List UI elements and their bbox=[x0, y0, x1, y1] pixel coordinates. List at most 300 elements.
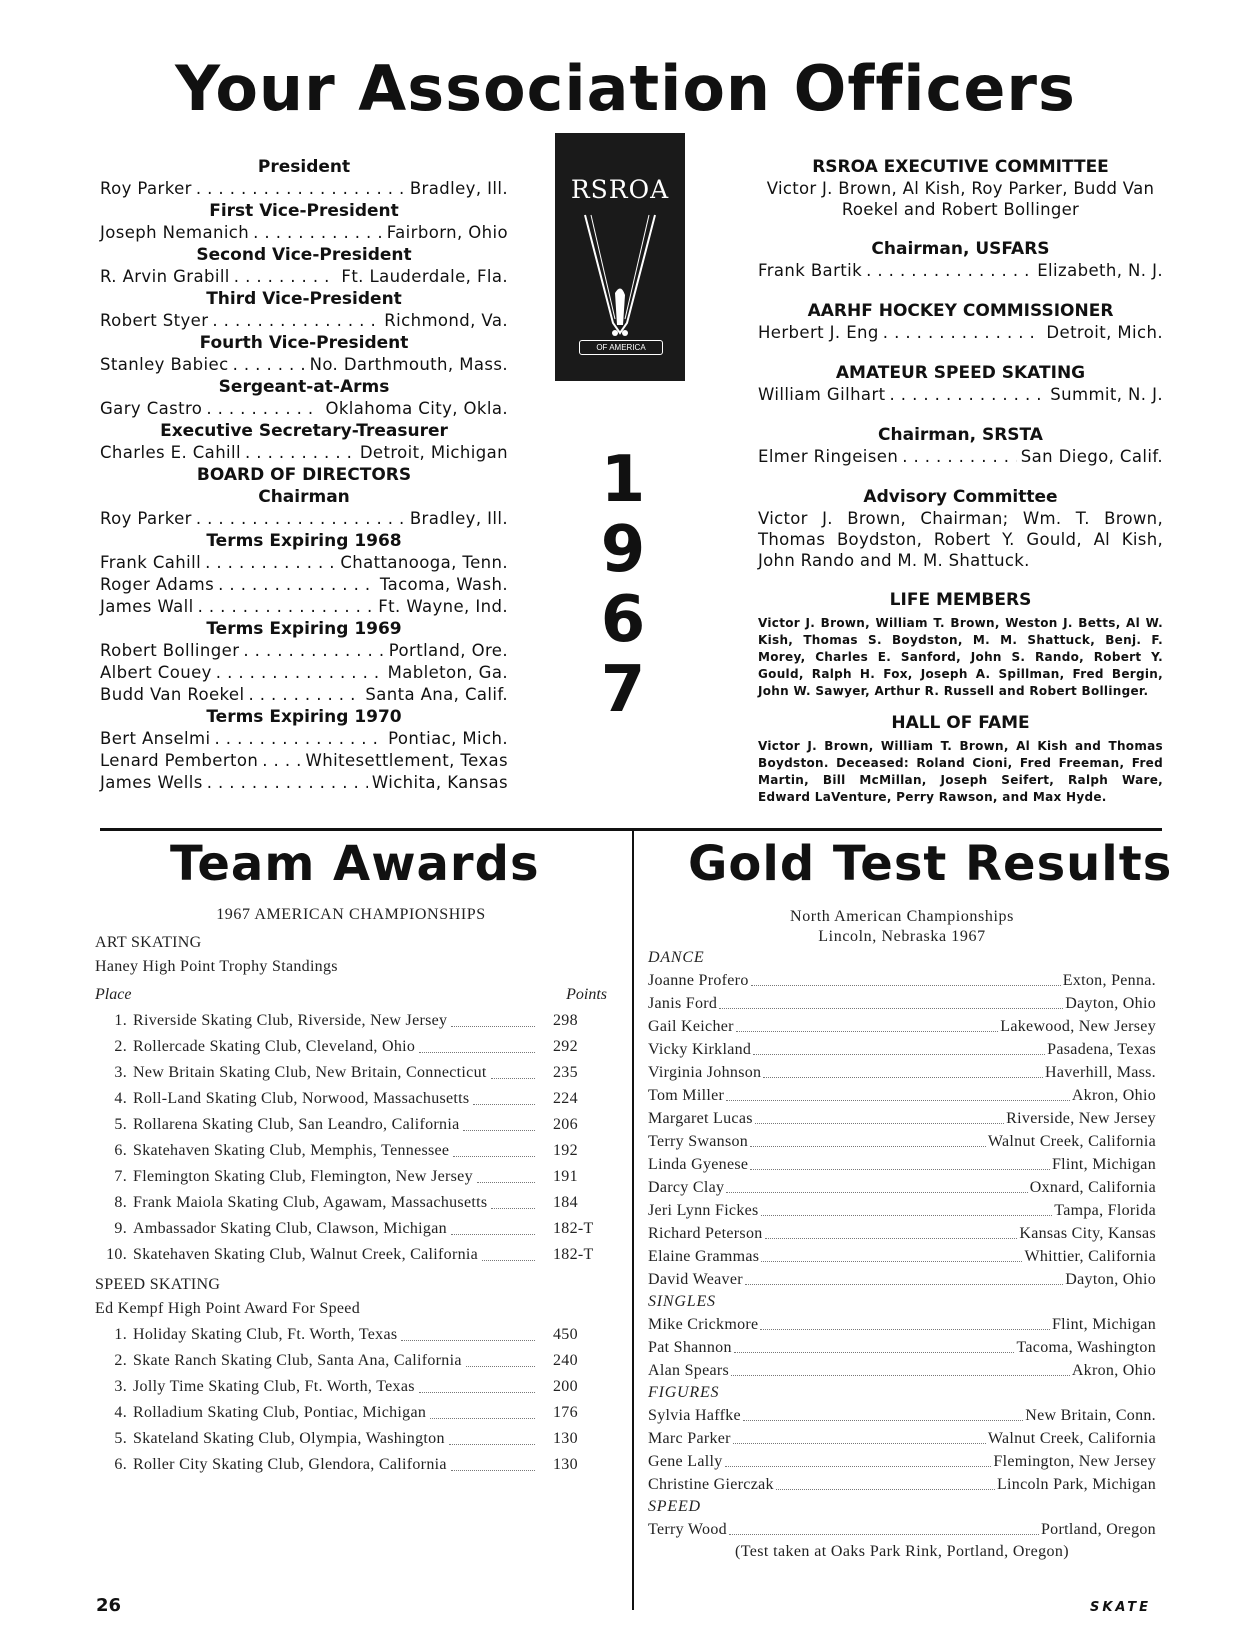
team-awards bbox=[95, 905, 607, 1479]
gold-result-row bbox=[648, 1107, 1156, 1130]
skater-name: Mike Crickmore bbox=[648, 1316, 759, 1333]
standing-club bbox=[133, 1139, 539, 1163]
col-points: Points bbox=[566, 986, 607, 1003]
dot-leader bbox=[866, 260, 1033, 282]
standing-row bbox=[95, 1427, 607, 1451]
dot-leader bbox=[206, 398, 321, 420]
officer-entry bbox=[100, 552, 508, 574]
officer-place: Fairborn, Ohio bbox=[386, 223, 508, 242]
usfars-chairman bbox=[758, 238, 1163, 282]
gold-result-row bbox=[648, 1518, 1156, 1541]
standing-club bbox=[133, 1453, 539, 1477]
dot-leader bbox=[473, 1104, 535, 1105]
officer-entry bbox=[100, 508, 508, 530]
officer-place: Oklahoma City, Okla. bbox=[325, 399, 508, 418]
standing-club bbox=[133, 1087, 539, 1111]
skater-name: Joanne Profero bbox=[648, 972, 749, 989]
committee-text: Victor J. Brown, Chairman; Wm. T. Brown, Thomas Boydston, Robert Y. Gould, Al Kish, John Rando and M. M. Shattuck. bbox=[758, 509, 1163, 570]
standing-points: 200 bbox=[553, 1378, 578, 1395]
person-name: William Gilhart bbox=[758, 385, 886, 404]
standing-points: 182-T bbox=[553, 1246, 594, 1263]
dot-leader bbox=[761, 1261, 1022, 1262]
officer-role-heading: BOARD OF DIRECTORS bbox=[196, 465, 412, 485]
standing-club bbox=[133, 1009, 539, 1033]
skater-place: Walnut Creek, California bbox=[987, 1133, 1156, 1150]
officer-entry bbox=[100, 772, 508, 794]
dot-leader bbox=[726, 1192, 1027, 1193]
hockey-commissioner bbox=[758, 300, 1163, 344]
officer-role-heading: Terms Expiring 1969 bbox=[206, 619, 402, 639]
standing-points: 130 bbox=[553, 1430, 578, 1447]
dot-leader bbox=[245, 442, 356, 464]
skater-name: Marc Parker bbox=[648, 1430, 731, 1447]
standing-place: 6. bbox=[114, 1142, 127, 1159]
standing-club bbox=[133, 1427, 539, 1451]
skater-place: Dayton, Ohio bbox=[1065, 1271, 1156, 1288]
dot-leader bbox=[751, 985, 1061, 986]
committee-entry bbox=[758, 446, 1163, 468]
committee-heading: Chairman, USFARS bbox=[871, 239, 1050, 259]
standing-row bbox=[95, 1453, 607, 1477]
dot-leader bbox=[734, 1352, 1015, 1353]
art-trophy-name: Haney High Point Trophy Standings bbox=[95, 958, 338, 975]
skater-place: Flint, Michigan bbox=[1051, 1316, 1156, 1333]
officer-place: Pontiac, Mich. bbox=[388, 729, 508, 748]
club-name: Rollercade Skating Club, Cleveland, Ohio bbox=[133, 1038, 416, 1055]
standing-club bbox=[133, 1349, 539, 1373]
standing-club bbox=[133, 1401, 539, 1425]
officer-name: James Wells bbox=[100, 773, 203, 792]
officer-role-heading: Terms Expiring 1970 bbox=[206, 707, 402, 727]
standing-place: 2. bbox=[114, 1352, 127, 1369]
standing-points: 130 bbox=[553, 1456, 578, 1473]
standing-row bbox=[95, 1087, 607, 1111]
dot-leader bbox=[745, 1284, 1063, 1285]
dot-leader bbox=[776, 1489, 995, 1490]
officer-place: Richmond, Va. bbox=[384, 311, 508, 330]
horizontal-divider bbox=[100, 828, 1162, 831]
gold-test-results bbox=[648, 907, 1156, 1563]
officer-name: Stanley Babiec bbox=[100, 355, 229, 374]
standing-points: 224 bbox=[553, 1090, 578, 1107]
standing-place: 10. bbox=[106, 1246, 127, 1263]
advisory-committee bbox=[758, 486, 1163, 571]
officers-list bbox=[100, 156, 508, 794]
skater-name: Elaine Grammas bbox=[648, 1248, 760, 1265]
gold-result-row bbox=[648, 1199, 1156, 1222]
standing-row bbox=[95, 1191, 607, 1215]
dot-leader bbox=[419, 1392, 535, 1393]
dot-leader bbox=[453, 1156, 535, 1157]
officer-place: Bradley, Ill. bbox=[409, 179, 508, 198]
magazine-name: SKATE bbox=[1090, 1600, 1152, 1615]
skater-name: Gail Keicher bbox=[648, 1018, 734, 1035]
officer-role-heading: Second Vice-President bbox=[196, 245, 412, 265]
gold-result-row bbox=[648, 1450, 1156, 1473]
committee-heading: Chairman, SRSTA bbox=[878, 425, 1043, 445]
officer-entry bbox=[100, 354, 508, 376]
club-name: Holiday Skating Club, Ft. Worth, Texas bbox=[133, 1326, 398, 1343]
dot-leader bbox=[477, 1182, 535, 1183]
standing-points: 191 bbox=[553, 1168, 578, 1185]
club-name: Jolly Time Skating Club, Ft. Worth, Texas bbox=[133, 1378, 415, 1395]
officer-name: Albert Couey bbox=[100, 663, 212, 682]
life-members bbox=[758, 589, 1163, 700]
skater-name: Pat Shannon bbox=[648, 1339, 732, 1356]
club-name: New Britain Skating Club, New Britain, Connecticut bbox=[133, 1064, 487, 1081]
club-name: Rollarena Skating Club, San Leandro, California bbox=[133, 1116, 460, 1133]
dot-leader bbox=[733, 1443, 986, 1444]
gold-result-row bbox=[648, 1245, 1156, 1268]
gold-result-row bbox=[648, 1130, 1156, 1153]
committee-heading: LIFE MEMBERS bbox=[889, 590, 1032, 610]
team-awards-subtitle: 1967 AMERICAN CHAMPIONSHIPS bbox=[216, 906, 486, 923]
skater-place: Portland, Oregon bbox=[1040, 1521, 1156, 1538]
dot-leader bbox=[890, 384, 1047, 406]
standing-place: 1. bbox=[114, 1012, 127, 1029]
officer-entry bbox=[100, 684, 508, 706]
gold-result-row bbox=[648, 1153, 1156, 1176]
officer-name: Budd Van Roekel bbox=[100, 685, 245, 704]
skater-place: Whittier, California bbox=[1024, 1248, 1156, 1265]
speed-standings bbox=[95, 1323, 607, 1477]
logo-text: RSROA bbox=[570, 175, 670, 204]
skater-place: Exton, Penna. bbox=[1062, 972, 1156, 989]
officer-entry bbox=[100, 178, 508, 200]
year-1967 bbox=[598, 445, 648, 725]
dot-leader bbox=[243, 640, 384, 662]
officer-place: Santa Ana, Calif. bbox=[365, 685, 508, 704]
person-name: Herbert J. Eng bbox=[758, 323, 879, 342]
officer-name: Robert Styer bbox=[100, 311, 209, 330]
skater-place: Haverhill, Mass. bbox=[1044, 1064, 1156, 1081]
officer-place: No. Darthmouth, Mass. bbox=[309, 355, 508, 374]
officer-entry bbox=[100, 222, 508, 244]
dot-leader bbox=[482, 1260, 535, 1261]
dot-leader bbox=[491, 1078, 535, 1079]
standing-place: 8. bbox=[114, 1194, 127, 1211]
gold-result-row bbox=[648, 1359, 1156, 1382]
standing-points: 235 bbox=[553, 1064, 578, 1081]
standing-points: 182-T bbox=[553, 1220, 594, 1237]
officer-name: Gary Castro bbox=[100, 399, 203, 418]
standing-row bbox=[95, 1375, 607, 1399]
skater-place: Lincoln Park, Michigan bbox=[996, 1476, 1156, 1493]
gold-result-row bbox=[648, 1313, 1156, 1336]
gold-category-heading: FIGURES bbox=[648, 1384, 720, 1401]
skater-name: David Weaver bbox=[648, 1271, 743, 1288]
officer-place: Bradley, Ill. bbox=[409, 509, 508, 528]
dot-leader bbox=[719, 1008, 1063, 1009]
speed-skating bbox=[758, 362, 1163, 406]
dot-leader bbox=[491, 1208, 535, 1209]
year-digit: 7 bbox=[600, 653, 646, 727]
dot-leader bbox=[451, 1470, 535, 1471]
standing-row bbox=[95, 1243, 607, 1267]
dot-leader bbox=[207, 772, 368, 794]
dot-leader bbox=[729, 1534, 1039, 1535]
standing-points: 184 bbox=[553, 1194, 578, 1211]
officer-role-heading: Chairman bbox=[258, 487, 350, 507]
skater-place: Akron, Ohio bbox=[1071, 1362, 1156, 1379]
dot-leader bbox=[725, 1466, 992, 1467]
standing-club bbox=[133, 1165, 539, 1189]
standing-points: 450 bbox=[553, 1326, 578, 1343]
skater-name: Vicky Kirkland bbox=[648, 1041, 752, 1058]
standing-place: 5. bbox=[114, 1116, 127, 1133]
dot-leader bbox=[736, 1031, 998, 1032]
club-name: Roll-Land Skating Club, Norwood, Massachusetts bbox=[133, 1090, 470, 1107]
dot-leader bbox=[451, 1026, 535, 1027]
skater-name: Virginia Johnson bbox=[648, 1064, 762, 1081]
gold-result-row bbox=[648, 1336, 1156, 1359]
standing-points: 192 bbox=[553, 1142, 578, 1159]
art-standings bbox=[95, 1009, 607, 1267]
srsta-chairman bbox=[758, 424, 1163, 468]
standing-points: 298 bbox=[553, 1012, 578, 1029]
gold-result-row bbox=[648, 969, 1156, 992]
club-name: Roller City Skating Club, Glendora, California bbox=[133, 1456, 447, 1473]
dot-leader bbox=[750, 1146, 986, 1147]
committees bbox=[758, 156, 1163, 824]
club-name: Skate Ranch Skating Club, Santa Ana, California bbox=[133, 1352, 462, 1369]
logo-ribbon: OF AMERICA bbox=[579, 340, 663, 355]
standing-row bbox=[95, 1217, 607, 1241]
officer-name: Roy Parker bbox=[100, 509, 192, 528]
officer-name: Lenard Pemberton bbox=[100, 751, 259, 770]
dot-leader bbox=[753, 1054, 1045, 1055]
dot-leader bbox=[248, 684, 361, 706]
life-members-text: Victor J. Brown, William T. Brown, Weston J. Betts, Al W. Kish, Thomas S. Boydston, M. M. Shattuck, Benj. F. Morey, Charles E. Sanford, John S. Rando, Robert Y. Gould, Ralph H. Fox, Joseph A. Spillman, Fred Bergin, John W. Sawyer, Arthur R. Russell and Robert Bollinger. bbox=[758, 616, 1163, 698]
standing-club bbox=[133, 1191, 539, 1215]
dot-leader bbox=[253, 222, 383, 244]
standing-row bbox=[95, 1323, 607, 1347]
skater-place: Dayton, Ohio bbox=[1065, 995, 1156, 1012]
officer-name: Roger Adams bbox=[100, 575, 215, 594]
person-place: Elizabeth, N. J. bbox=[1037, 261, 1163, 280]
gold-test-title: Gold Test Results bbox=[688, 836, 1173, 892]
dot-leader bbox=[212, 310, 380, 332]
officer-place: Wichita, Kansas bbox=[371, 773, 508, 792]
club-name: Ambassador Skating Club, Clawson, Michigan bbox=[133, 1220, 447, 1237]
skater-place: Kansas City, Kansas bbox=[1019, 1225, 1156, 1242]
dot-leader bbox=[215, 728, 385, 750]
committee-entry bbox=[758, 322, 1163, 344]
officer-entry bbox=[100, 266, 508, 288]
dot-leader bbox=[755, 1123, 1004, 1124]
skater-name: Christine Gierczak bbox=[648, 1476, 774, 1493]
dot-leader bbox=[218, 574, 376, 596]
standing-club bbox=[133, 1061, 539, 1085]
standing-row bbox=[95, 1035, 607, 1059]
gold-footnote: (Test taken at Oaks Park Rink, Portland, Oregon) bbox=[734, 1543, 1069, 1560]
standing-row bbox=[95, 1165, 607, 1189]
skater-name: Linda Gyenese bbox=[648, 1156, 749, 1173]
dot-leader bbox=[726, 1100, 1070, 1101]
skater-place: Riverside, New Jersey bbox=[1006, 1110, 1156, 1127]
officer-entry bbox=[100, 728, 508, 750]
art-table-header bbox=[95, 983, 607, 1007]
skater-place: Lakewood, New Jersey bbox=[1000, 1018, 1156, 1035]
club-name: Skatehaven Skating Club, Memphis, Tennessee bbox=[133, 1142, 450, 1159]
standing-place: 7. bbox=[114, 1168, 127, 1185]
officer-role-heading: Sergeant-at-Arms bbox=[218, 377, 390, 397]
gold-category-heading: SPEED bbox=[648, 1498, 701, 1515]
standing-club bbox=[133, 1113, 539, 1137]
gold-result-row bbox=[648, 1061, 1156, 1084]
officer-place: Mableton, Ga. bbox=[387, 663, 508, 682]
dot-leader bbox=[233, 354, 306, 376]
dot-leader bbox=[760, 1329, 1050, 1330]
officer-name: Frank Cahill bbox=[100, 553, 202, 572]
skater-place: New Britain, Conn. bbox=[1025, 1407, 1156, 1424]
club-name: Skateland Skating Club, Olympia, Washington bbox=[133, 1430, 445, 1447]
committee-entry bbox=[758, 384, 1163, 406]
dot-leader bbox=[883, 322, 1043, 344]
dot-leader bbox=[196, 508, 406, 530]
committee-heading: AARHF HOCKEY COMMISSIONER bbox=[807, 301, 1114, 321]
committee-heading: AMATEUR SPEED SKATING bbox=[835, 363, 1086, 383]
officer-role-heading: Fourth Vice-President bbox=[199, 333, 409, 353]
skater-name: Terry Wood bbox=[648, 1521, 727, 1538]
person-place: Summit, N. J. bbox=[1050, 385, 1163, 404]
officer-name: Roy Parker bbox=[100, 179, 192, 198]
dot-leader bbox=[761, 1215, 1053, 1216]
gold-result-row bbox=[648, 1427, 1156, 1450]
hall-of-fame-deceased: Roland Cioni, Fred Freeman, Fred Martin, Bill McMillan, Joseph Seifert, Ralph Ware, Edward LaVenture, Perry Rawson, and Max Hyde. bbox=[758, 756, 1163, 804]
speed-skating-heading: SPEED SKATING bbox=[95, 1276, 221, 1293]
dot-leader bbox=[196, 178, 406, 200]
team-awards-title: Team Awards bbox=[170, 836, 540, 892]
standing-row bbox=[95, 1061, 607, 1085]
standing-place: 5. bbox=[114, 1430, 127, 1447]
person-place: Detroit, Mich. bbox=[1046, 323, 1163, 342]
officer-entry bbox=[100, 442, 508, 464]
standing-row bbox=[95, 1139, 607, 1163]
skater-place: Tacoma, Washington bbox=[1016, 1339, 1156, 1356]
officer-place: Chattanooga, Tenn. bbox=[340, 553, 508, 572]
skater-name: Janis Ford bbox=[648, 995, 718, 1012]
dot-leader bbox=[449, 1444, 535, 1445]
dot-leader bbox=[902, 446, 1017, 468]
gold-result-row bbox=[648, 1222, 1156, 1245]
skater-place: Tampa, Florida bbox=[1054, 1202, 1156, 1219]
gold-result-row bbox=[648, 1015, 1156, 1038]
officer-role-heading: Third Vice-President bbox=[206, 289, 402, 309]
skater-name: Margaret Lucas bbox=[648, 1110, 753, 1127]
standing-row bbox=[95, 1401, 607, 1425]
gold-result-row bbox=[648, 1038, 1156, 1061]
gold-subtitle-location: Lincoln, Nebraska 1967 bbox=[818, 928, 986, 945]
page-title: Your Association Officers bbox=[175, 52, 1076, 125]
skater-place: Oxnard, California bbox=[1029, 1179, 1156, 1196]
dot-leader bbox=[216, 662, 384, 684]
skater-place: Flemington, New Jersey bbox=[993, 1453, 1156, 1470]
art-skating-heading: ART SKATING bbox=[95, 934, 202, 951]
dot-leader bbox=[401, 1340, 535, 1341]
officer-place: Ft. Lauderdale, Fla. bbox=[341, 267, 508, 286]
officer-name: James Wall bbox=[100, 597, 194, 616]
club-name: Skatehaven Skating Club, Walnut Creek, California bbox=[133, 1246, 479, 1263]
skater-name: Alan Spears bbox=[648, 1362, 730, 1379]
rsroa-logo bbox=[555, 133, 685, 381]
officer-role-heading: Terms Expiring 1968 bbox=[206, 531, 402, 551]
standing-place: 9. bbox=[114, 1220, 127, 1237]
standing-place: 3. bbox=[114, 1064, 127, 1081]
dot-leader bbox=[763, 1077, 1043, 1078]
gold-category-heading: SINGLES bbox=[648, 1293, 716, 1310]
speed-award-name: Ed Kempf High Point Award For Speed bbox=[95, 1300, 361, 1317]
officer-place: Detroit, Michigan bbox=[359, 443, 508, 462]
gold-result-row bbox=[648, 1473, 1156, 1496]
standing-row bbox=[95, 1113, 607, 1137]
standing-place: 4. bbox=[114, 1090, 127, 1107]
skater-name: Terry Swanson bbox=[648, 1133, 749, 1150]
skater-name: Tom Miller bbox=[648, 1087, 725, 1104]
skater-name: Jeri Lynn Fickes bbox=[648, 1202, 759, 1219]
skater-place: Akron, Ohio bbox=[1071, 1087, 1156, 1104]
dot-leader bbox=[205, 552, 336, 574]
skater-name: Gene Lally bbox=[648, 1453, 723, 1470]
col-place: Place bbox=[95, 986, 132, 1003]
officer-entry bbox=[100, 640, 508, 662]
skater-name: Sylvia Haffke bbox=[648, 1407, 741, 1424]
standing-club bbox=[133, 1217, 539, 1241]
gold-result-row bbox=[648, 992, 1156, 1015]
officer-role-heading: Executive Secretary-Treasurer bbox=[160, 421, 448, 441]
club-name: Riverside Skating Club, Riverside, New Jersey bbox=[133, 1012, 448, 1029]
committee-heading: RSROA EXECUTIVE COMMITTEE bbox=[812, 157, 1109, 177]
standing-points: 206 bbox=[553, 1116, 578, 1133]
standing-club bbox=[133, 1323, 539, 1347]
standing-club bbox=[133, 1035, 539, 1059]
officer-name: Joseph Nemanich bbox=[100, 223, 250, 242]
skater-name: Richard Peterson bbox=[648, 1225, 763, 1242]
vertical-divider bbox=[632, 830, 634, 1610]
person-place: San Diego, Calif. bbox=[1020, 447, 1163, 466]
gold-result-row bbox=[648, 1084, 1156, 1107]
dot-leader bbox=[419, 1052, 535, 1053]
skater-place: Walnut Creek, California bbox=[987, 1430, 1156, 1447]
standing-points: 240 bbox=[553, 1352, 578, 1369]
gold-result-row bbox=[648, 1268, 1156, 1291]
year-digit: 9 bbox=[600, 513, 646, 587]
skater-name: Darcy Clay bbox=[648, 1179, 725, 1196]
dot-leader bbox=[750, 1169, 1050, 1170]
dot-leader bbox=[430, 1418, 535, 1419]
officer-entry bbox=[100, 398, 508, 420]
officer-role-heading: President bbox=[257, 157, 351, 177]
officer-entry bbox=[100, 596, 508, 618]
officer-place: Portland, Ore. bbox=[388, 641, 508, 660]
dot-leader bbox=[463, 1130, 535, 1131]
hall-of-fame-text bbox=[758, 738, 1163, 806]
standing-club bbox=[133, 1375, 539, 1399]
hall-of-fame bbox=[758, 712, 1163, 806]
year-digit: 6 bbox=[600, 583, 646, 657]
year-digit: 1 bbox=[600, 443, 646, 517]
officer-entry bbox=[100, 574, 508, 596]
dot-leader bbox=[198, 596, 375, 618]
club-name: Frank Maiola Skating Club, Agawam, Massachusetts bbox=[133, 1194, 488, 1211]
hall-of-fame-living: Victor J. Brown, William T. Brown, Al Kish and Thomas Boydston. bbox=[758, 739, 1163, 770]
officer-place: Tacoma, Wash. bbox=[379, 575, 508, 594]
gold-category-heading: DANCE bbox=[648, 949, 705, 966]
officer-name: R. Arvin Grabill bbox=[100, 267, 230, 286]
officer-place: Whitesettlement, Texas bbox=[305, 751, 508, 770]
officer-place: Ft. Wayne, Ind. bbox=[378, 597, 508, 616]
gold-categories bbox=[648, 947, 1156, 1541]
